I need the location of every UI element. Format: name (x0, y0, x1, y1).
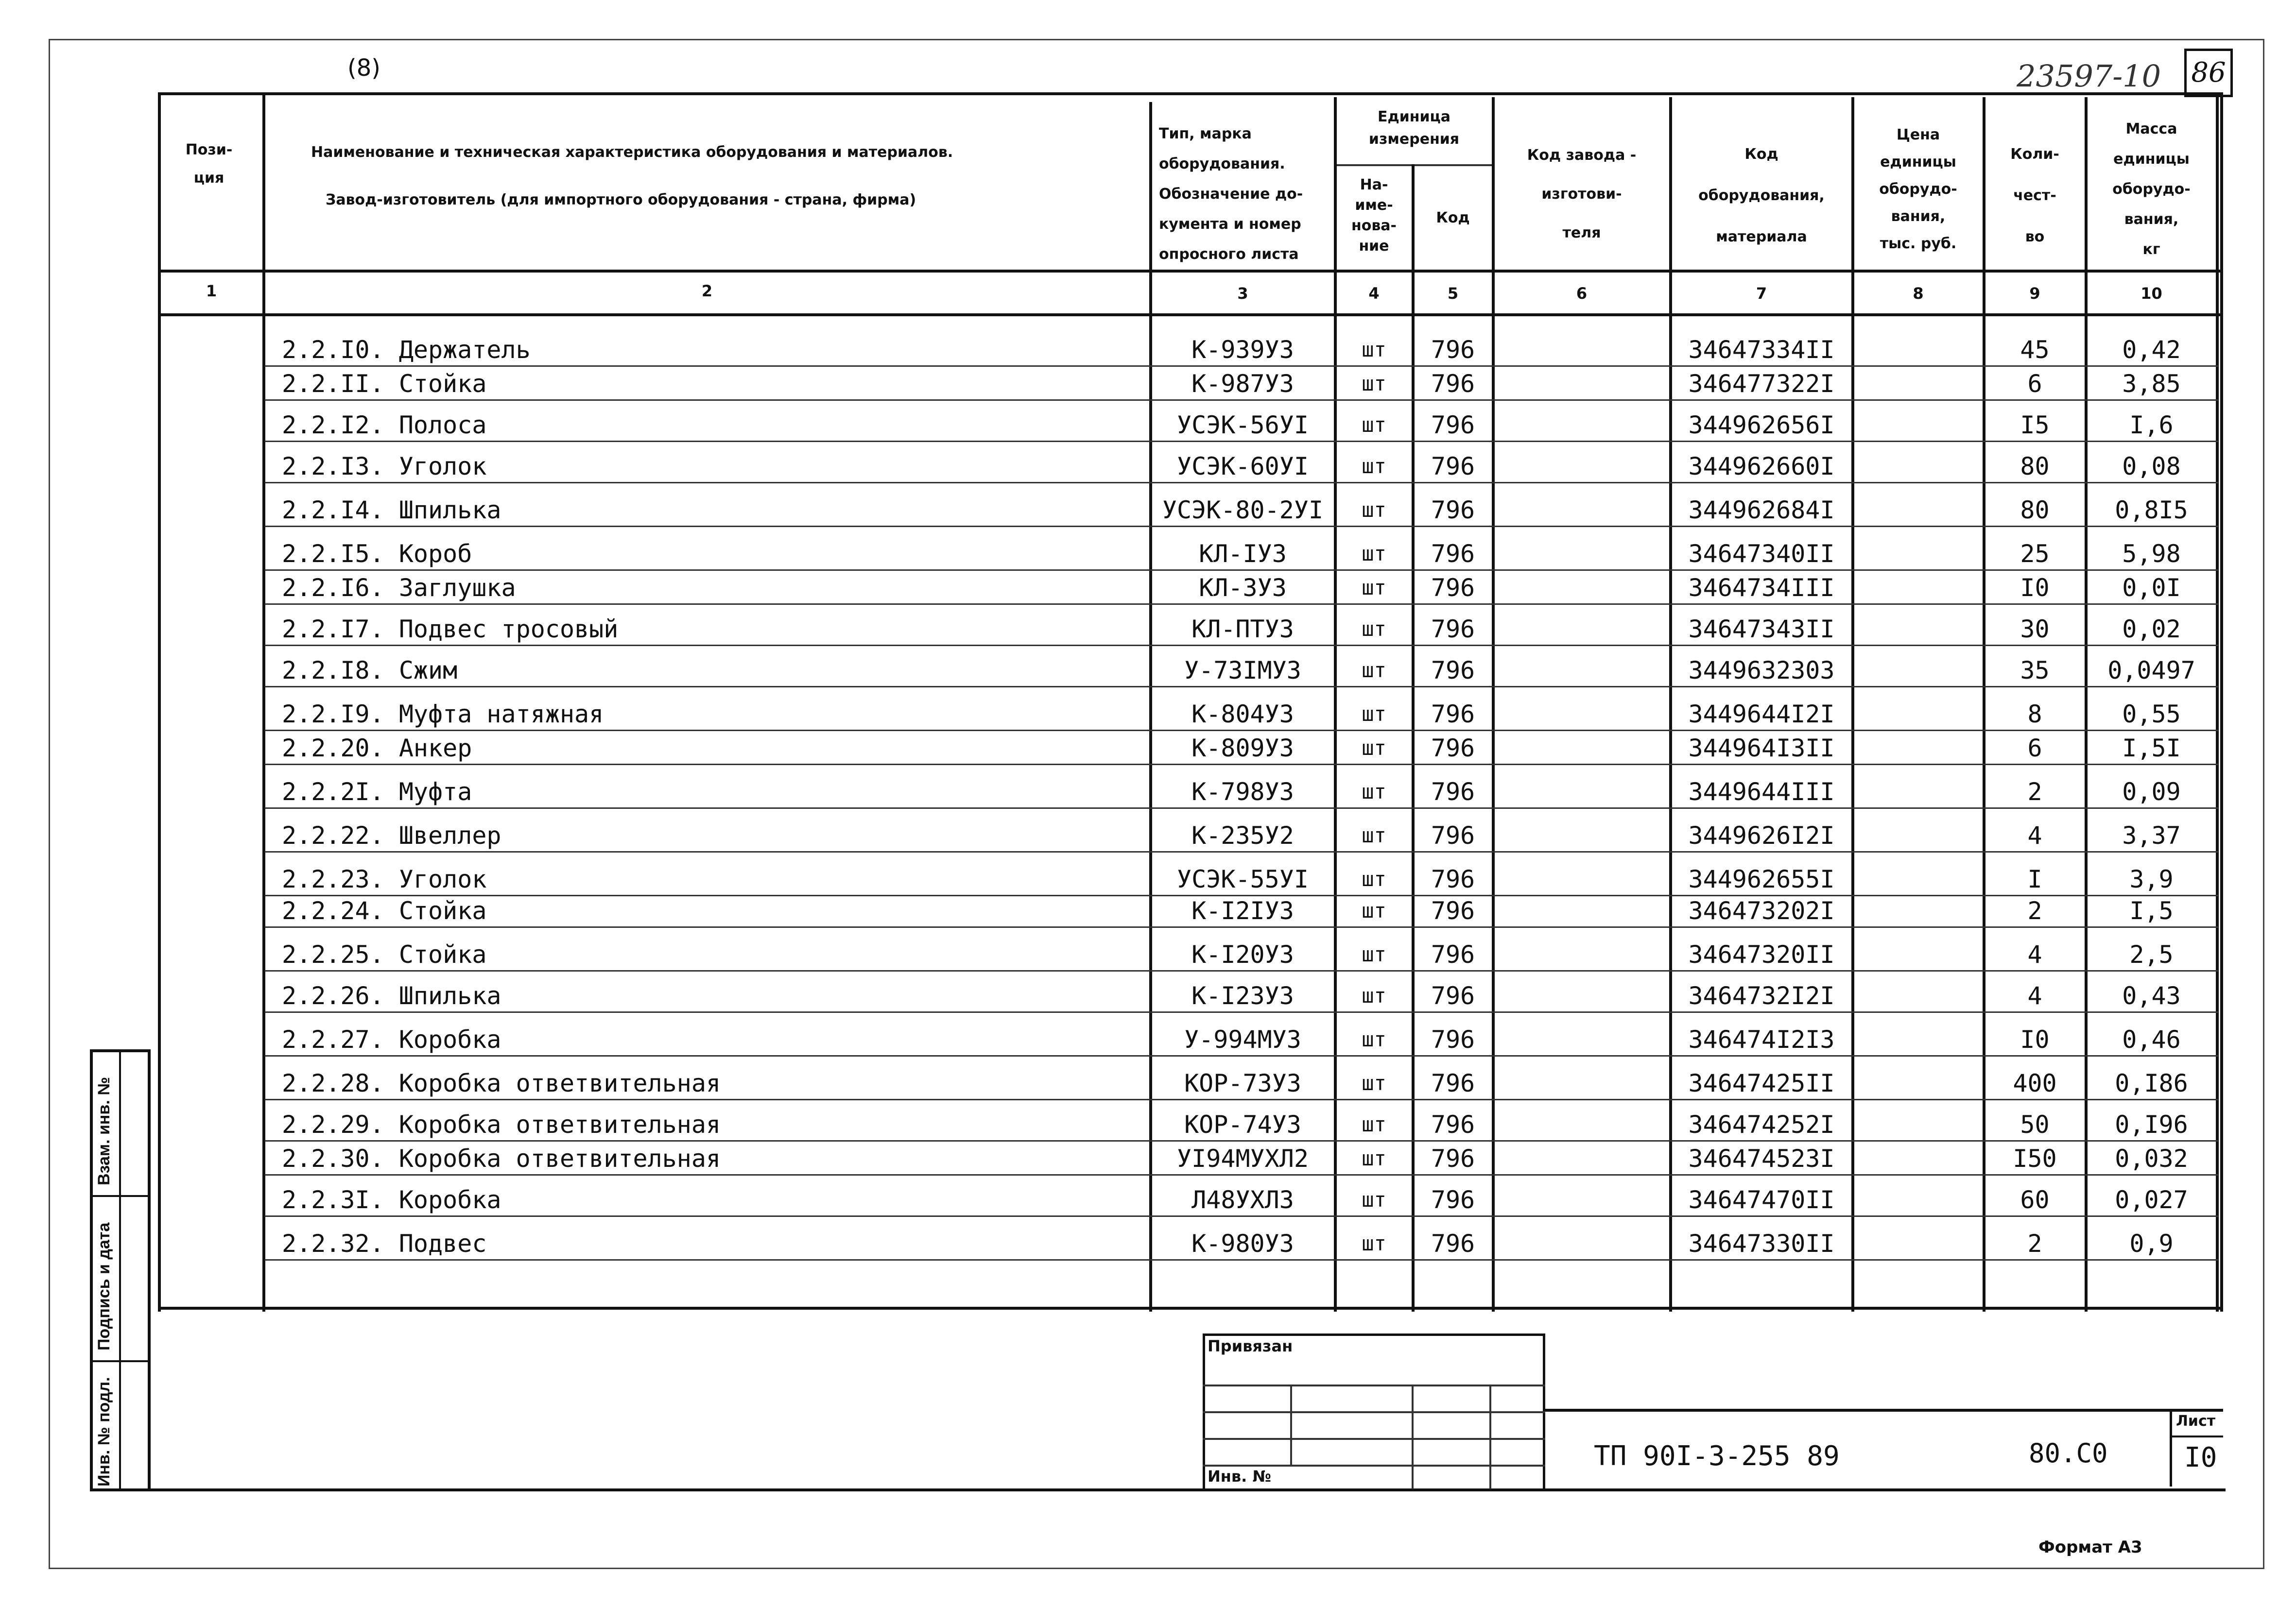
row-12-type: К-798У3 (1191, 778, 1294, 806)
row-10-name: 2.2.I9. Муфта натяжная (282, 700, 604, 728)
row-15-mat: 346473202I (1688, 897, 1835, 925)
row-20-name: 2.2.29. Коробка ответвительная (282, 1111, 721, 1139)
row-rule (265, 603, 2218, 605)
row-10-mass: 0,55 (2122, 700, 2181, 728)
row-2-mass: 3,85 (2122, 370, 2181, 398)
row-10-type: К-804У3 (1191, 700, 1294, 728)
row-3-name: 2.2.I2. Полоса (282, 411, 487, 439)
row-18-type: У-994МУ3 (1184, 1026, 1301, 1054)
row-13-name: 2.2.22. Швеллер (282, 821, 501, 850)
row-12-name: 2.2.2I. Муфта (282, 778, 472, 806)
row-19-name: 2.2.28. Коробка ответвительная (282, 1069, 721, 1097)
row-22-qty: 60 (2020, 1186, 2050, 1214)
row-9-type: У-73IМУ3 (1184, 656, 1301, 684)
col7-header: Код оборудования, материала (1698, 146, 1825, 245)
row-22-type: Л48УХЛ3 (1191, 1186, 1294, 1214)
row-16-unit: шт (1362, 942, 1386, 966)
row-5-qty: 80 (2020, 496, 2050, 524)
row-15-code: 796 (1431, 897, 1475, 925)
side-label-inv-orig: Инв. № подл. (95, 1377, 113, 1487)
row-14-mat: 344962655I (1688, 865, 1835, 893)
row-21-code: 796 (1431, 1145, 1475, 1173)
row-2-type: К-987У3 (1191, 370, 1294, 398)
row-14-unit: шт (1362, 867, 1386, 891)
row-12-unit: шт (1362, 780, 1386, 804)
row-21-name: 2.2.30. Коробка ответвительная (282, 1145, 721, 1173)
row-11-code: 796 (1431, 734, 1475, 762)
row-16-name: 2.2.25. Стойка (282, 940, 487, 969)
row-3-mass: I,6 (2129, 411, 2174, 439)
row-20-qty: 50 (2020, 1111, 2050, 1139)
row-13-qty: 4 (2027, 821, 2042, 850)
row-19-mat: 34647425II (1688, 1069, 1835, 1097)
row-8-code: 796 (1431, 615, 1475, 643)
row-rule (265, 365, 2218, 367)
row-13-mass: 3,37 (2122, 821, 2181, 850)
row-10-mat: 3449644I2I (1688, 700, 1835, 728)
row-5-code: 796 (1431, 496, 1475, 524)
row-rule (265, 1099, 2218, 1100)
colnum-2: 2 (701, 282, 713, 300)
row-1-qty: 45 (2020, 336, 2050, 364)
row-6-mass: 5,98 (2122, 540, 2181, 568)
row-20-mass: 0,I96 (2115, 1111, 2188, 1139)
project-number: 23597-10 (2017, 58, 2161, 94)
col2-header: Наименование и техническая характеристика оборудования и материалов. Завод-изготовитель (для импортного оборудования - страна, фирма) (311, 144, 953, 208)
row-19-type: КОР-73У3 (1184, 1069, 1301, 1097)
row-rule (265, 399, 2218, 401)
row-1-unit: шт (1362, 338, 1386, 361)
row-7-mass: 0,0I (2122, 574, 2181, 602)
row-rule (265, 730, 2218, 731)
row-4-mat: 344962660I (1688, 452, 1835, 480)
row-9-mat: 3449632303 (1688, 656, 1835, 684)
stamp-bound-label: Привязан (1208, 1337, 1293, 1355)
row-22-name: 2.2.3I. Коробка (282, 1186, 501, 1214)
row-5-mass: 0,8I5 (2115, 496, 2188, 524)
row-18-name: 2.2.27. Коробка (282, 1026, 501, 1054)
row-13-type: К-235У2 (1191, 821, 1294, 850)
row-rule (265, 807, 2218, 809)
sheet-label: Лист (2176, 1413, 2216, 1430)
row-16-qty: 4 (2027, 940, 2042, 969)
row-7-unit: шт (1362, 576, 1386, 599)
row-21-mat: 346474523I (1688, 1145, 1835, 1173)
row-3-mat: 344962656I (1688, 411, 1835, 439)
row-11-type: К-809У3 (1191, 734, 1294, 762)
row-6-qty: 25 (2020, 540, 2050, 568)
row-4-unit: шт (1362, 454, 1386, 478)
row-5-name: 2.2.I4. Шпилька (282, 496, 501, 524)
row-6-mat: 34647340II (1688, 540, 1835, 568)
side-label-replace-inv: Взам. инв. № (95, 1077, 113, 1185)
row-18-unit: шт (1362, 1027, 1386, 1051)
side-label-signature-date: Подпись и дата (95, 1222, 113, 1351)
col8-header: Цена единицы оборудо- вания, тыс. руб. (1879, 126, 1957, 252)
row-12-mass: 0,09 (2122, 778, 2181, 806)
doc-number: ТП 90I-3-255 89 (1594, 1440, 1840, 1472)
row-22-unit: шт (1362, 1188, 1386, 1212)
row-7-qty: I0 (2020, 574, 2050, 602)
col3-header: Тип, марка оборудования. Обозначение до- кумента и номер опросного листа (1159, 125, 1303, 263)
row-10-qty: 8 (2027, 700, 2042, 728)
row-3-unit: шт (1362, 413, 1386, 437)
row-9-qty: 35 (2020, 656, 2050, 684)
row-9-unit: шт (1362, 658, 1386, 682)
row-1-mat: 34647334II (1688, 336, 1835, 364)
row-16-mat: 34647320II (1688, 940, 1835, 969)
row-19-qty: 400 (2013, 1069, 2057, 1097)
row-14-type: УСЭК-55УI (1177, 865, 1309, 893)
row-1-name: 2.2.I0. Держатель (282, 336, 531, 364)
row-14-qty: I (2027, 865, 2042, 893)
row-8-mass: 0,02 (2122, 615, 2181, 643)
row-4-name: 2.2.I3. Уголок (282, 452, 487, 480)
row-rule (265, 482, 2218, 483)
row-8-qty: 30 (2020, 615, 2050, 643)
row-8-type: КЛ-ПТУ3 (1191, 615, 1294, 643)
row-15-qty: 2 (2027, 897, 2042, 925)
row-8-unit: шт (1362, 617, 1386, 641)
colnum-8: 8 (1913, 284, 1924, 303)
row-6-code: 796 (1431, 540, 1475, 568)
colnum-4: 4 (1368, 284, 1380, 303)
row-4-qty: 80 (2020, 452, 2050, 480)
row-19-mass: 0,I86 (2115, 1069, 2188, 1097)
row-1-code: 796 (1431, 336, 1475, 364)
row-16-mass: 2,5 (2129, 940, 2174, 969)
row-7-name: 2.2.I6. Заглушка (282, 574, 516, 602)
row-rule (265, 1259, 2218, 1261)
row-12-qty: 2 (2027, 778, 2042, 806)
row-rule (265, 526, 2218, 527)
row-17-mass: 0,43 (2122, 982, 2181, 1010)
row-10-unit: шт (1362, 702, 1386, 726)
row-7-type: КЛ-3У3 (1199, 574, 1287, 602)
row-23-unit: шт (1362, 1231, 1386, 1255)
row-17-type: К-I23У3 (1191, 982, 1294, 1010)
colnum-6: 6 (1576, 284, 1588, 303)
unit-header: Единица измерения (1368, 108, 1460, 148)
colnum-7: 7 (1756, 284, 1767, 303)
row-13-unit: шт (1362, 823, 1386, 847)
row-11-mat: 344964I3II (1688, 734, 1835, 762)
row-20-mat: 346474252I (1688, 1111, 1835, 1139)
row-16-code: 796 (1431, 940, 1475, 969)
row-21-mass: 0,032 (2115, 1145, 2188, 1173)
row-11-name: 2.2.20. Анкер (282, 734, 472, 762)
row-3-code: 796 (1431, 411, 1475, 439)
row-17-qty: 4 (2027, 982, 2042, 1010)
row-2-name: 2.2.II. Стойка (282, 370, 487, 398)
row-15-type: К-I2IУ3 (1191, 897, 1294, 925)
row-22-mass: 0,027 (2115, 1186, 2188, 1214)
row-1-mass: 0,42 (2122, 336, 2181, 364)
row-11-unit: шт (1362, 736, 1386, 760)
page-number: 86 (2191, 57, 2226, 88)
row-17-unit: шт (1362, 984, 1386, 1008)
row-21-type: УI94МУХЛ2 (1177, 1145, 1309, 1173)
row-13-mat: 3449626I2I (1688, 821, 1835, 850)
row-8-mat: 34647343II (1688, 615, 1835, 643)
colnum-3: 3 (1237, 284, 1248, 303)
row-rule (265, 764, 2218, 765)
row-rule (265, 1055, 2218, 1057)
row-3-type: УСЭК-56УI (1177, 411, 1309, 439)
row-19-unit: шт (1362, 1071, 1386, 1095)
row-rule (265, 569, 2218, 571)
row-rule (265, 1140, 2218, 1142)
row-10-code: 796 (1431, 700, 1475, 728)
colnum-1: 1 (206, 282, 217, 300)
row-23-qty: 2 (2027, 1230, 2042, 1258)
row-1-type: К-939У3 (1191, 336, 1294, 364)
colnum-5: 5 (1447, 284, 1459, 303)
row-5-mat: 344962684I (1688, 496, 1835, 524)
row-23-mass: 0,9 (2129, 1230, 2174, 1258)
row-22-code: 796 (1431, 1186, 1475, 1214)
row-23-code: 796 (1431, 1230, 1475, 1258)
row-6-type: КЛ-IУ3 (1199, 540, 1287, 568)
row-23-mat: 34647330II (1688, 1230, 1835, 1258)
row-12-mat: 3449644III (1688, 778, 1835, 806)
row-20-type: КОР-74У3 (1184, 1111, 1301, 1139)
row-4-type: УСЭК-60УI (1177, 452, 1309, 480)
row-14-name: 2.2.23. Уголок (282, 865, 487, 893)
row-23-name: 2.2.32. Подвес (282, 1230, 487, 1258)
row-14-code: 796 (1431, 865, 1475, 893)
row-17-code: 796 (1431, 982, 1475, 1010)
col6-header: Код завода - изготови- теля (1527, 147, 1637, 241)
row-2-qty: 6 (2027, 370, 2042, 398)
row-2-code: 796 (1431, 370, 1475, 398)
row-20-code: 796 (1431, 1111, 1475, 1139)
col9-header: Коли- чест- во (2010, 146, 2059, 245)
row-11-qty: 6 (2027, 734, 2042, 762)
row-9-name: 2.2.I8. Сжим (282, 656, 458, 684)
row-4-mass: 0,08 (2122, 452, 2181, 480)
row-9-mass: 0,0497 (2107, 656, 2195, 684)
row-rule (265, 926, 2218, 928)
row-17-mat: 3464732I2I (1688, 982, 1835, 1010)
row-18-mass: 0,46 (2122, 1026, 2181, 1054)
row-3-qty: I5 (2020, 411, 2050, 439)
row-8-name: 2.2.I7. Подвес тросовый (282, 615, 619, 643)
row-22-mat: 34647470II (1688, 1186, 1835, 1214)
row-7-mat: 3464734III (1688, 574, 1835, 602)
col1-header: Пози- ция (185, 141, 233, 187)
colnum-10: 10 (2141, 284, 2162, 303)
row-18-qty: I0 (2020, 1026, 2050, 1054)
row-rule (265, 686, 2218, 687)
section-code: 80.С0 (2029, 1438, 2108, 1469)
row-rule (265, 1215, 2218, 1217)
row-18-mat: 346474I2I3 (1688, 1026, 1835, 1054)
row-rule (265, 441, 2218, 442)
row-rule (265, 851, 2218, 853)
format-label: Формат А3 (2038, 1538, 2142, 1557)
page-number-box (2184, 49, 2233, 97)
row-7-code: 796 (1431, 574, 1475, 602)
row-rule (265, 1174, 2218, 1176)
row-14-mass: 3,9 (2129, 865, 2174, 893)
col5-header: Код (1436, 209, 1470, 226)
row-9-code: 796 (1431, 656, 1475, 684)
row-15-name: 2.2.24. Стойка (282, 897, 487, 925)
row-5-unit: шт (1362, 498, 1386, 522)
col4-header: На- име- нова- ние (1351, 176, 1397, 255)
row-5-type: УСЭК-80-2УI (1162, 496, 1324, 524)
row-19-code: 796 (1431, 1069, 1475, 1097)
row-21-qty: I50 (2013, 1145, 2057, 1173)
row-4-code: 796 (1431, 452, 1475, 480)
row-18-code: 796 (1431, 1026, 1475, 1054)
row-rule (265, 970, 2218, 972)
row-17-name: 2.2.26. Шпилька (282, 982, 501, 1010)
row-11-mass: I,5I (2122, 734, 2181, 762)
row-15-mass: I,5 (2129, 897, 2174, 925)
colnum-9: 9 (2029, 284, 2040, 303)
stamp-inv-label: Инв. № (1208, 1467, 1271, 1486)
row-2-mat: 346477322I (1688, 370, 1835, 398)
sheet-number: I0 (2184, 1442, 2217, 1473)
row-6-unit: шт (1362, 542, 1386, 565)
col10-header: Масса единицы оборудо- вания, кг (2112, 120, 2191, 258)
row-rule (265, 645, 2218, 646)
row-2-unit: шт (1362, 372, 1386, 395)
row-6-name: 2.2.I5. Короб (282, 540, 472, 568)
row-21-unit: шт (1362, 1146, 1386, 1170)
row-16-type: К-I20У3 (1191, 940, 1294, 969)
corner-mark: (8) (347, 54, 380, 82)
row-20-unit: шт (1362, 1112, 1386, 1136)
row-15-unit: шт (1362, 899, 1386, 923)
row-13-code: 796 (1431, 821, 1475, 850)
row-12-code: 796 (1431, 778, 1475, 806)
row-rule (265, 1011, 2218, 1013)
row-23-type: К-980У3 (1191, 1230, 1294, 1258)
